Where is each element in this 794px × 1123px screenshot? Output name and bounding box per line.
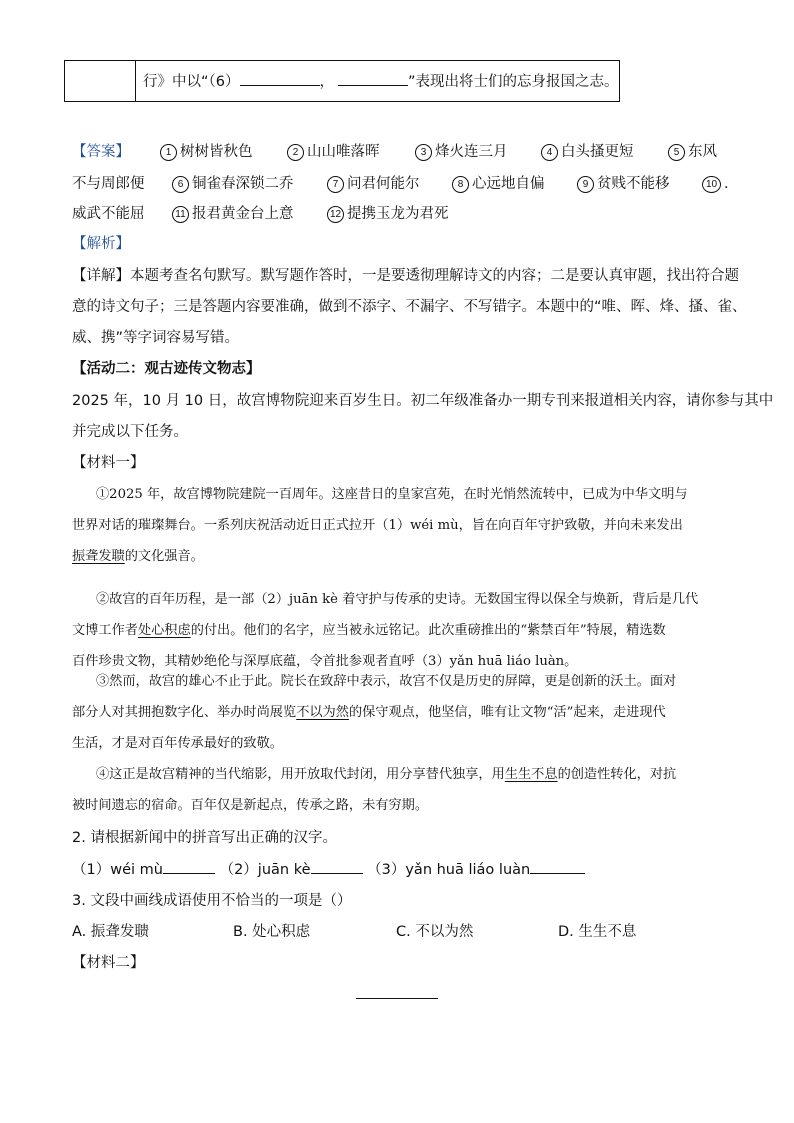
answer-item-11: 11 报君黄金台上意 [172,204,294,224]
answer-item-7: 7 问君何能尔 [327,174,420,194]
m1-p2-l2: 文博工作者处心积虑的付出。他们的名字，应当被永远铭记。此次重磅推出的“紫禁百年”特展，精选数 [72,623,666,638]
material1-label: 【材料一】 [72,455,145,471]
m1-p3-l2: 部分人对其拥抱数字化、举办时尚展览不以为然的保守观点，他坚信，唯有让文物“活”起来，走进现代 [72,705,666,720]
m1-p1-l2: 世界对话的璀璨舞台。一系列庆祝活动近日正式拉开（1）wéi mù，旨在向百年守护致敬，并向未来发出 [72,518,683,533]
m1-p2-l1: ②故宫的百年历程，是一部（2）juān kè 着守护与传承的史诗。无数国宝得以保全与焕新，背后是几代 [96,592,699,607]
answer-item-3: 3 烽火连三月 [415,142,508,162]
q2-blank-2[interactable] [311,859,363,874]
page-footer-rule [356,998,438,999]
table-top [64,60,620,102]
activity-intro-1: 2025 年，10 月 10 日，故宫博物院迎来百岁生日。初二年级准备办一期专刊来报道相关内容，请你参与其中 [72,393,774,409]
answer-item-2: 2 山山唯落晖 [287,142,380,162]
q2-blank-1[interactable] [163,859,215,874]
answer-item-5: 5 东风 [668,142,717,162]
analysis-tag: 【解析】 [72,236,130,252]
m1-p1-l1: ①2025 年，故宫博物院建院一百周年。这座昔日的皇家宫苑，在时光悄然流转中，已成为中华文明与 [96,487,688,502]
q3-option-a[interactable]: A. 振聋发聩 [72,924,149,940]
q2-parts: （1）wéi mù （2）juān kè （3）yǎn huā liáo luàn [72,859,585,880]
idiom-chuxinjilv: 处心积虑 [137,623,191,638]
q2-stem: 2. 请根据新闻中的拼音写出正确的汉字。 [72,830,337,846]
q3-stem: 3. 文段中画线成语使用不恰当的一项是（） [72,893,352,909]
q3-option-b[interactable]: B. 处心积虑 [233,924,311,940]
answer-item-8: 8 心远地自偏 [452,174,545,194]
q2-blank-3[interactable] [530,859,585,874]
answer-item-9: 9 贫贱不能移 [577,174,670,194]
idiom-shengshengbuxi: 生生不息 [504,767,558,782]
answer-item-4: 4 白头搔更短 [541,142,634,162]
idiom-zhenlongfakui: 振聋发聩 [72,549,125,564]
answer-item-12: 12 提携玉龙为君死 [327,204,449,224]
activity-heading: 【活动二：观古迹传文物志】 [72,361,261,377]
material2-label: 【材料二】 [72,955,145,971]
idiom-buyiweiran: 不以为然 [296,705,349,720]
answer-item-10b: 威武不能屈 [72,206,145,222]
m1-p3-l1: ③然而，故宫的雄心不止于此。院长在致辞中表示，故宫不仅是历史的屏障，更是创新的沃土。面对 [96,674,677,689]
table-row-text: 行》中以“（6） ， ”表现出将士们的忘身报国之志。 [143,71,619,92]
q3-option-d[interactable]: D. 生生不息 [558,924,637,940]
answer-tag: 【答案】 [72,144,130,160]
table-divider [135,61,136,101]
analysis-line-3: 威、携”等字词容易写错。 [72,330,240,346]
answer-line-1 [72,142,130,162]
answer-item-6: 6 铜雀春深锁二乔 [172,174,294,194]
m1-p2-l3: 百件珍贵文物，其精妙绝伦与深厚底蕴，令首批参观者直呼（3）yǎn huā liáo luàn。 [72,654,578,669]
m1-p3-l3: 生活，才是对百年传承最好的致敬。 [72,736,283,751]
activity-intro-2: 并完成以下任务。 [72,424,188,440]
answer-item-1: 1 树树皆秋色 [160,142,253,162]
analysis-line-2: 意的诗文句子；三是答题内容要准确，做到不添字、不漏字、不写错字。本题中的“唯、晖、烽、搔、雀、 [72,299,747,315]
m1-p4-l1: ④这正是故宫精神的当代缩影，用开放取代封闭，用分享替代独享，用生生不息的创造性转化，对抗 [96,767,677,782]
answer-item-10: 10 . [702,174,729,194]
answer-item-5b: 不与周郎便 [72,176,145,192]
m1-p1-l3: 振聋发聩的文化强音。 [72,549,204,564]
m1-p4-l2: 被时间遗忘的宿命。百年仅是新起点，传承之路，未有穷期。 [72,798,429,813]
analysis-line-1: 【详解】本题考查名句默写。默写题作答时，一是要透彻理解诗文的内容；二是要认真审题，找出符合题 [72,268,739,284]
q3-option-c[interactable]: C. 不以为然 [396,924,474,940]
